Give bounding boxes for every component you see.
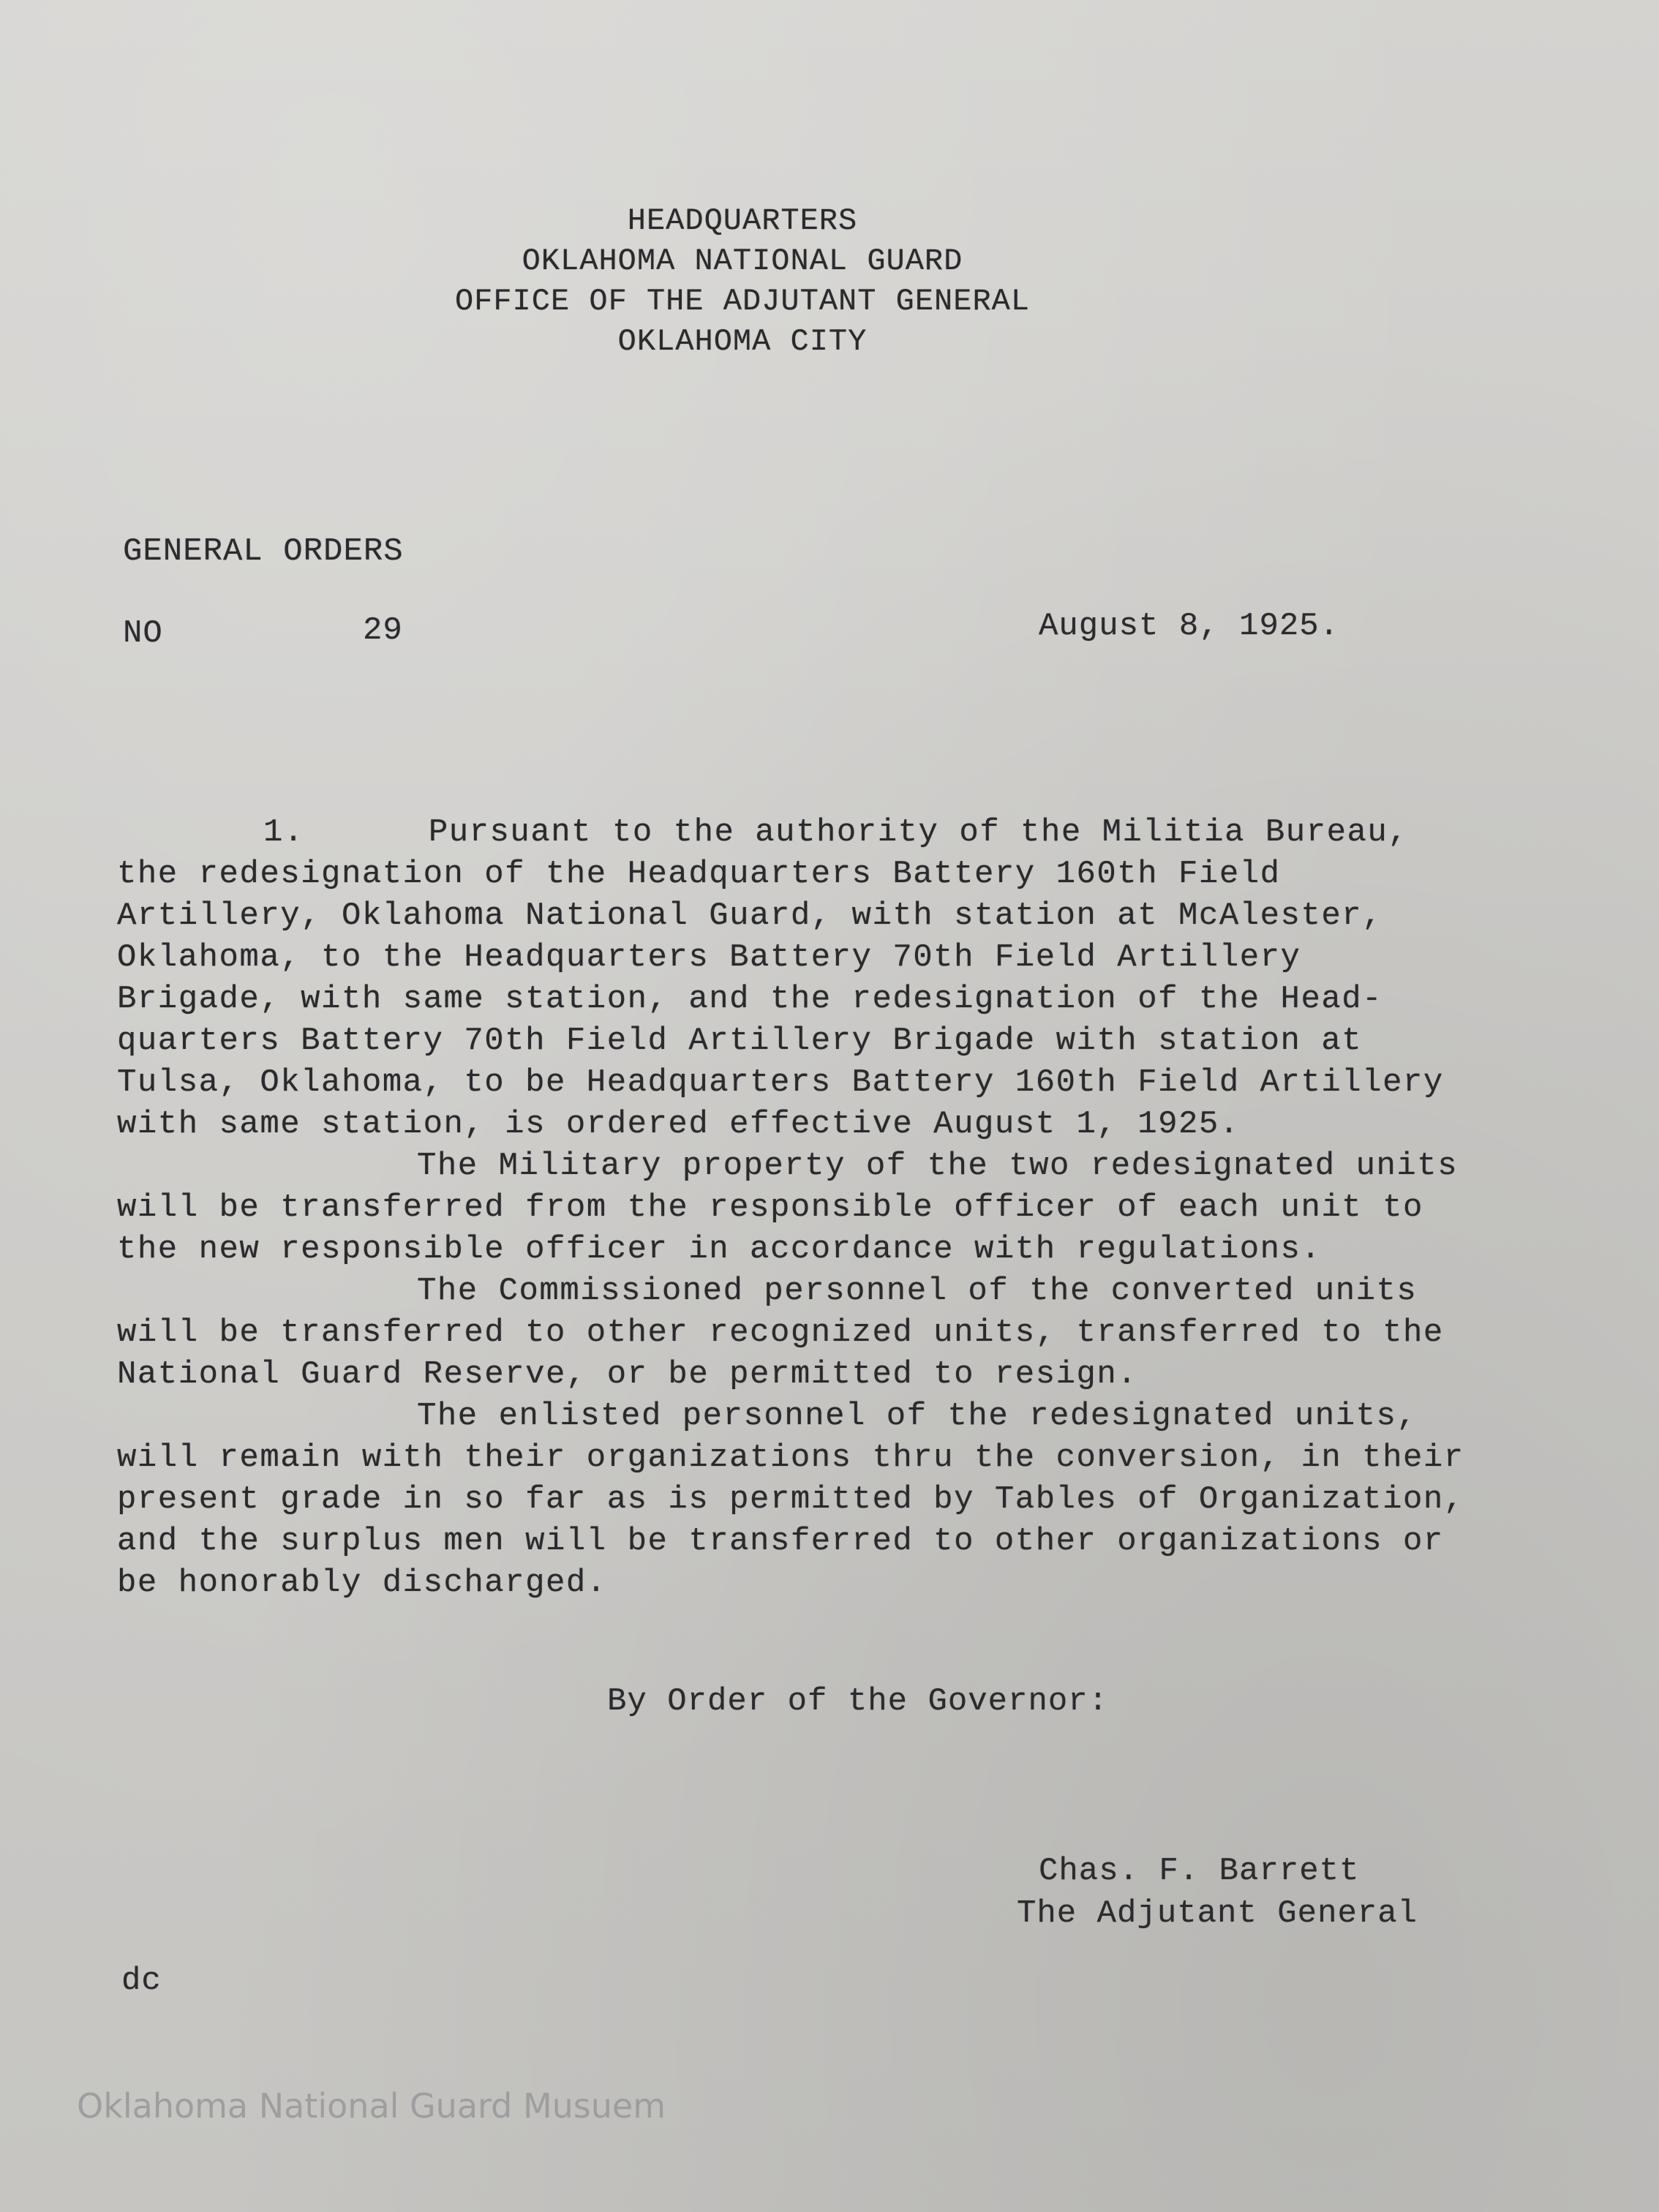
paragraph-3-line-3: National Guard Reserve, or be permitted to resign. bbox=[117, 1356, 1138, 1393]
orders-no-label: NO bbox=[123, 615, 163, 652]
museum-watermark: Oklahoma National Guard Musuem bbox=[77, 2086, 666, 2126]
paragraph-1-line-5: Brigade, with same station, and the redesignation of the Head- bbox=[117, 981, 1383, 1017]
paragraph-1-line-8: with same station, is ordered effective August 1, 1925. bbox=[117, 1106, 1240, 1143]
paragraph-4-line-5: be honorably discharged. bbox=[117, 1565, 607, 1601]
paragraph-4-line-2: will remain with their organizations thru the conversion, in their bbox=[117, 1440, 1464, 1476]
paragraph-1-line-1 bbox=[117, 812, 1492, 854]
paragraph-2-line-3: the new responsible officer in accordance with regulations. bbox=[117, 1231, 1322, 1268]
paragraph-3-line-1: The Commissioned personnel of the converted units bbox=[417, 1273, 1418, 1309]
paragraph-4-line-3: present grade in so far as is permitted by Tables of Organization, bbox=[117, 1481, 1464, 1518]
orders-date: August 8, 1925. bbox=[1039, 608, 1340, 644]
letterhead-line-1: HEADQUARTERS bbox=[627, 203, 858, 238]
order-body bbox=[117, 812, 1492, 1604]
paragraph-1-line-6: quarters Battery 70th Field Artillery Brigade with station at bbox=[117, 1023, 1363, 1059]
signer-title: The Adjutant General bbox=[1017, 1895, 1418, 1932]
paragraph-1-line-3: Artillery, Oklahoma National Guard, with station at McAlester, bbox=[117, 898, 1383, 934]
paragraph-1-line-1-text: Pursuant to the authority of the Militia Bureau, bbox=[428, 814, 1409, 851]
typist-initials: dc bbox=[121, 1963, 162, 1999]
paragraph-2-line-2: will be transferred from the responsible officer of each unit to bbox=[117, 1189, 1423, 1226]
paragraph-1-line-2: the redesignation of the Headquarters Battery 160th Field bbox=[117, 856, 1281, 892]
orders-number: 29 bbox=[363, 612, 403, 649]
paragraph-3-line-2: will be transferred to other recognized units, transferred to the bbox=[117, 1314, 1444, 1351]
orders-title: GENERAL ORDERS bbox=[123, 533, 404, 570]
letterhead-line-2: OKLAHOMA NATIONAL GUARD bbox=[522, 244, 963, 279]
letterhead-line-3: OFFICE OF THE ADJUTANT GENERAL bbox=[454, 284, 1031, 319]
by-order-line: By Order of the Governor: bbox=[607, 1683, 1109, 1720]
signer-name: Chas. F. Barrett bbox=[1039, 1853, 1360, 1889]
paragraph-1-line-7: Tulsa, Oklahoma, to be Headquarters Battery 160th Field Artillery bbox=[117, 1064, 1444, 1101]
paragraph-1-number: 1. bbox=[263, 814, 304, 851]
letterhead-line-4: OKLAHOMA CITY bbox=[617, 324, 868, 359]
paragraph-4-line-1: The enlisted personnel of the redesignated units, bbox=[417, 1398, 1418, 1434]
paragraph-1-line-4: Oklahoma, to the Headquarters Battery 70th Field Artillery bbox=[117, 939, 1301, 976]
letterhead bbox=[0, 201, 1485, 362]
paragraph-2-line-1: The Military property of the two redesignated units bbox=[417, 1148, 1459, 1184]
paragraph-4-line-4: and the surplus men will be transferred to other organizations or bbox=[117, 1523, 1444, 1560]
